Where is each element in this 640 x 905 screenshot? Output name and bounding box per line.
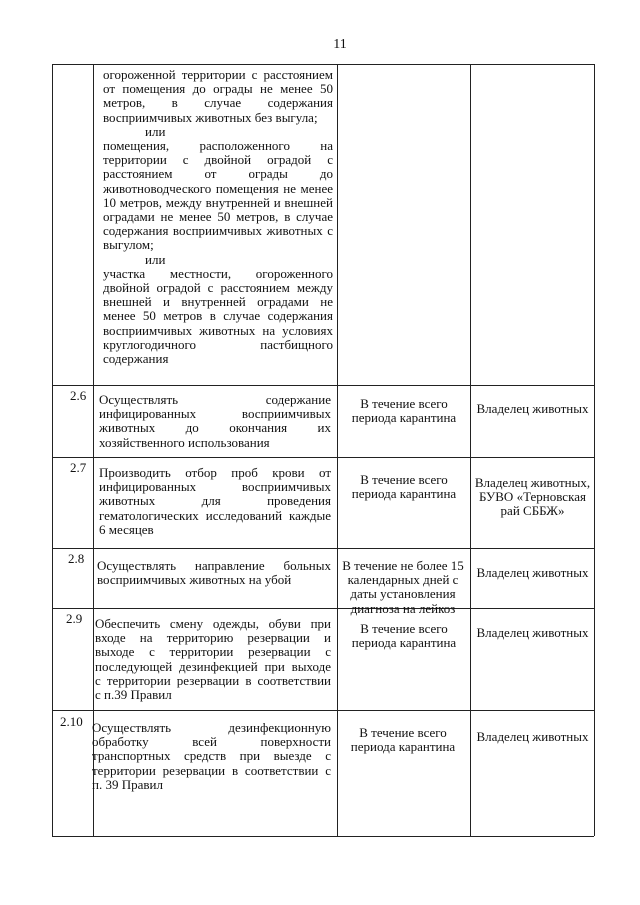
text-line: содержания восприимчивых животных с — [103, 223, 333, 239]
owner-text — [471, 626, 594, 640]
text-line: транспортных средств при выезде с — [92, 748, 331, 764]
text-line: выходе с территории резервации с — [95, 644, 331, 660]
row-divider — [52, 608, 594, 609]
text-line: расстоянием от ограды до — [103, 166, 333, 182]
text-line: В течение всего — [360, 621, 448, 636]
text-line: или — [145, 251, 166, 267]
row-divider — [52, 548, 594, 549]
term-text — [337, 726, 469, 754]
term-text — [338, 473, 470, 501]
row-number: 2.10 — [60, 714, 83, 729]
text-line: диагноза на лейкоз — [350, 600, 456, 616]
text-line: с территории резервации в соответствии — [95, 672, 331, 688]
term-text — [338, 397, 470, 425]
table-border-top — [52, 64, 594, 65]
text-line: инфицированных восприимчивых — [99, 479, 331, 495]
text-line: п. 39 Правил — [92, 776, 163, 792]
row-number: 2.9 — [66, 611, 83, 626]
owner-text — [471, 476, 594, 519]
text-line: или — [145, 123, 166, 139]
text-line: Осуществлять направление больных — [97, 558, 331, 573]
text-line: территории резервации в соответствии с — [92, 762, 331, 778]
text-line: выгулом; — [103, 237, 154, 253]
text-line: Осуществлять дезинфекционную — [92, 720, 331, 735]
text-line: участка местности, огороженного — [103, 265, 333, 281]
measure-text — [95, 617, 331, 702]
text-line: восприимчивых животных на условиях — [103, 322, 333, 338]
text-line: с п.39 Правил — [95, 687, 172, 703]
text-line: Владелец животных, — [474, 475, 591, 490]
text-line: рай СББЖ» — [500, 503, 565, 519]
table-border-left — [52, 64, 53, 836]
text-line: восприимчивых животных на убой — [97, 572, 292, 588]
text-line: БУВО «Терновская — [479, 489, 586, 505]
page-number: 11 — [333, 37, 347, 52]
text-line: 10 метров, между внутренней и внешней — [103, 194, 333, 210]
text-line: календарных дней с — [347, 572, 459, 588]
column-divider-2 — [337, 64, 338, 836]
row-number: 2.8 — [68, 551, 85, 566]
text-line: хозяйственного использования — [99, 434, 270, 450]
term-text — [335, 559, 471, 616]
text-line: содержания — [103, 351, 169, 367]
text-line: входе на территорию резервации и — [95, 630, 331, 646]
measure-text — [99, 466, 331, 537]
text-line: Обеспечить смену одежды, обуви при — [95, 616, 331, 631]
text-line: Осуществлять содержание — [99, 392, 331, 407]
text-line: Владелец животных — [476, 401, 589, 416]
text-line: оградами не менее 50 метров, в случае — [103, 209, 333, 225]
text-line: внешней и внутренней оградами не — [103, 294, 333, 310]
text-line: территории с двойной оградой с — [103, 152, 333, 168]
measure-text — [97, 559, 331, 587]
row-number: 2.7 — [70, 460, 87, 475]
text-line: от помещения до ограды не менее 50 — [103, 81, 333, 97]
text-line: метров, в случае содержания — [103, 95, 333, 111]
text-line: гематологических исследований каждые — [99, 507, 331, 523]
text-line: Производить отбор проб крови от — [99, 465, 331, 480]
text-line: животных до окончания их — [99, 420, 331, 436]
text-line: восприимчивых животных без выгула; — [103, 109, 318, 125]
text-line: инфицированных восприимчивых — [99, 406, 331, 422]
text-line: помещения, расположенного на — [103, 138, 333, 154]
text-line: В течение всего — [360, 396, 448, 411]
table-border-bottom — [52, 836, 594, 837]
text-line: менее 50 метров в случае содержания — [103, 308, 333, 324]
owner-text — [471, 566, 594, 580]
text-line: В течение всего — [360, 472, 448, 487]
table-border-right — [594, 64, 595, 836]
text-line: круглогодичного пастбищного — [103, 336, 333, 352]
text-line: огороженной территории с расстоянием — [103, 67, 333, 82]
text-line: Владелец животных — [476, 565, 589, 580]
column-divider-3 — [470, 64, 471, 836]
text-line: В течение всего — [359, 725, 447, 740]
text-line: 6 месяцев — [99, 521, 154, 537]
text-line: Владелец животных — [476, 729, 589, 744]
measure-text — [103, 68, 333, 366]
text-line: последующей дезинфекцией при выходе — [95, 658, 331, 674]
text-line: обработку всей поверхности — [92, 734, 331, 750]
text-line: периода карантина — [350, 739, 456, 755]
term-text — [338, 622, 470, 650]
owner-text — [471, 402, 594, 416]
row-divider — [52, 457, 594, 458]
text-line: даты установления — [350, 586, 456, 602]
row-divider — [52, 385, 594, 386]
measure-text — [99, 393, 331, 450]
row-divider — [52, 710, 594, 711]
measure-text — [92, 721, 331, 792]
text-line: В течение не более 15 — [342, 558, 464, 573]
text-line: периода карантина — [351, 635, 457, 651]
text-line: Владелец животных — [476, 625, 589, 640]
text-line: животноводческого помещения не менее — [103, 180, 333, 196]
text-line: периода карантина — [351, 486, 457, 502]
row-number: 2.6 — [70, 388, 87, 403]
owner-text — [471, 730, 594, 744]
text-line: двойной оградой с расстоянием между — [103, 280, 333, 296]
text-line: животных для проведения — [99, 493, 331, 509]
text-line: периода карантина — [351, 410, 457, 426]
